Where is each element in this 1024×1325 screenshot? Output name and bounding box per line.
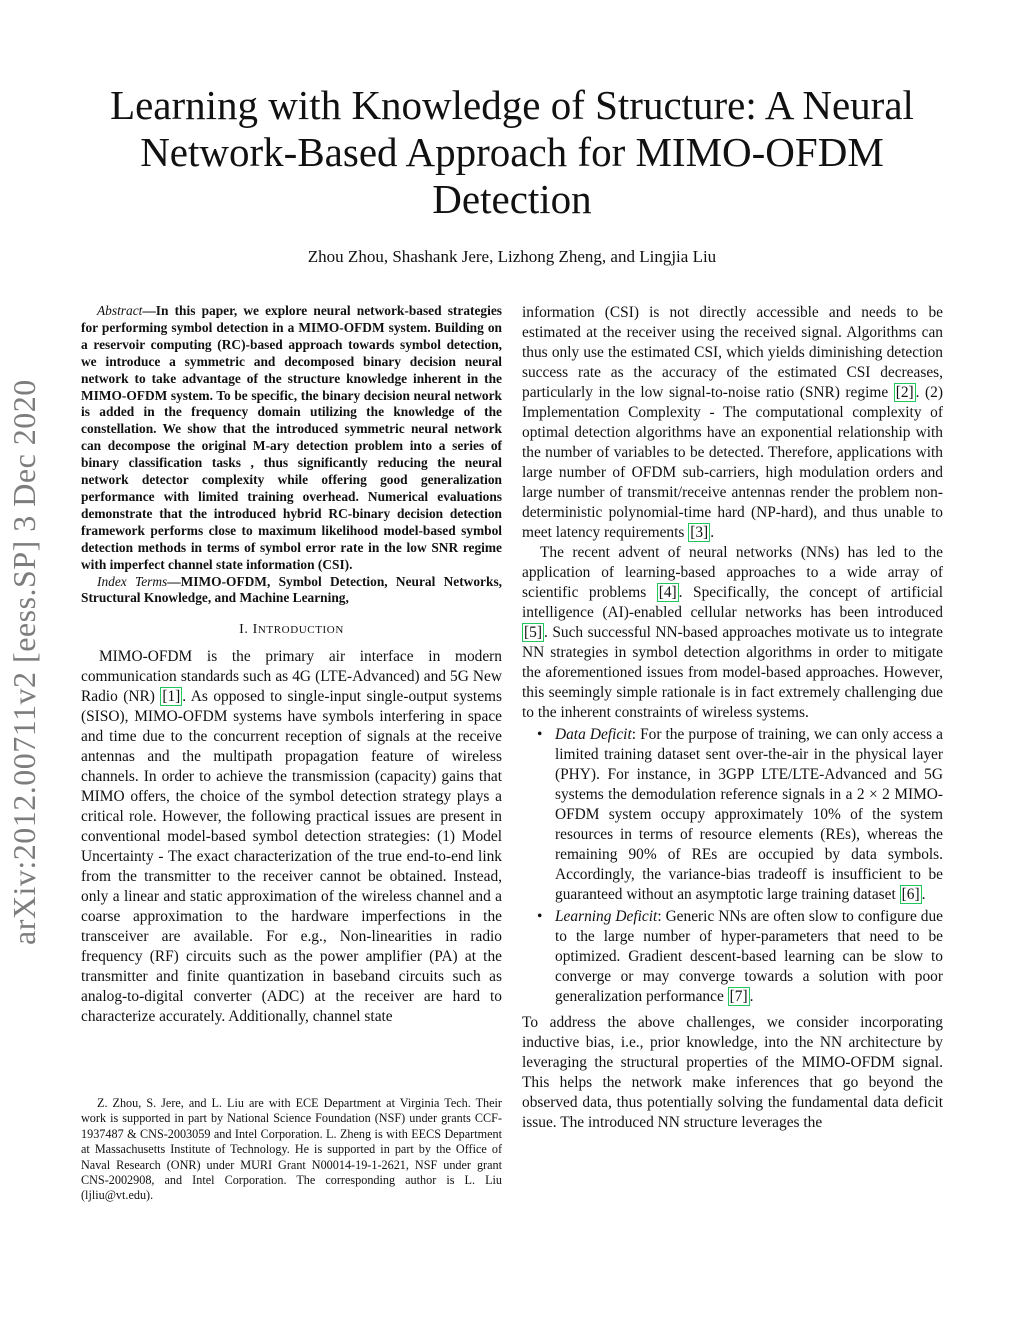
text-run: : For the purpose of training, we can only access a limited training dataset sent over-the-air in the physical layer (PHY). For instance, in 3GPP LTE/LTE-Advanced and 5G systems the demodulation reference signals in a 2 × 2 MIMO-OFDM system occupy approximately 10% of the system resources in terms of resource elements (REs), whereas the remaining 90% of REs are occupied by data symbols. Accordingly, the variance-bias tradeoff is insufficient to be guaranteed without an asymptotic large training dataset [555,726,943,903]
approach-paragraph: To address the above challenges, we consider incorporating inductive bias, i.e., prior knowledge, into the NN architecture by leveraging the structural properties of the MIMO-OFDM signal. This helps the network make inferences that go beyond the observed data, thus potentially solving the fundamental data deficit issue. The introduced NN structure leverages the [522,1014,943,1131]
section-heading-introduction [81,622,502,638]
bullet-dot: • [537,908,543,925]
intro-paragraph [81,647,502,1027]
text-run: The recent advent of neural networks (NNs) has led to the application of learning-based approaches to a wide array of scientific problems [522,544,943,601]
csi-paragraph [522,303,943,543]
paper-title: Learning with Knowledge of Structure: A Neural Network-Based Approach for MIMO-OFDM Detection [110,82,914,222]
text-run: . Specifically, the concept of artificial intelligence (AI)-enabled cellular networks has been introduced [522,584,943,621]
challenge-list [522,725,943,1007]
list-item-data-deficit [537,725,943,905]
list-item-learning-deficit [537,907,943,1007]
index-terms [81,574,502,608]
section-title-rest: NTRODUCTION [257,624,344,637]
arxiv-identifier-stamp: arXiv:2012.00711v2 [eess.SP] 3 Dec 2020 [6,379,42,945]
citation-link[interactable]: [6] [901,886,920,903]
left-column [81,303,502,1027]
right-column [522,303,943,1133]
section-numeral: I. [239,622,253,638]
abstract-text: —In this paper, we explore neural network-based strategies for performing symbol detection in a MIMO-OFDM system. Building on a reservoir computing (RC)-based approach towards symbol detection, we introduce a symmetric and decomposed binary decision neural network to take advantage of the structure knowledge inherent in the MIMO-OFDM system. To be specific, the binary decision neural network is added in the frequency domain utilizing the knowledge of the constellation. We show that the introduced symmetric neural network can decompose the original M-ary detection problem into a series of binary classification tasks , thus significantly reducing the neural network detector complexity while offering good generalization performance with limited training overhead. Numerical evaluations demonstrate that the introduced hybrid RC-binary decision detection framework performs close to maximum likelihood model-based symbol detection methods in terms of symbol error rate in the low SNR regime with imperfect channel state information (CSI). [81,303,502,572]
text-run: . [749,988,754,1005]
nn-advent-paragraph [522,543,943,723]
bullet-term: Data Deficit [555,726,632,743]
abstract-lead: Abstract [97,303,143,318]
text-run: . [710,524,715,541]
index-terms-text: —MIMO-OFDM, Symbol Detection, Neural Networks, Structural Knowledge, and Machine Learning, [81,573,502,606]
citation-link[interactable]: [4] [658,584,677,601]
text-run: : Generic NNs are often slow to configure due to the large number of hyper-parameters that need to be optimized. Gradient descent-based learning can be slow to converge or may converge towards a solution with poor generalization performance [555,908,943,1005]
author-list: Zhou Zhou, Shashank Jere, Lizhong Zheng, and Lingjia Liu [307,247,717,266]
citation-link[interactable]: [7] [729,988,748,1005]
index-terms-lead: Index Terms [97,573,168,589]
abstract [81,303,502,574]
citation-link[interactable]: [1] [162,688,181,706]
text-run: . [921,886,926,903]
text-run: . As opposed to single-input single-output systems (SISO), MIMO-OFDM systems have symbols interfering in space and time due to the concurrent reception of signals at the receive antennas and the multipath propagation feature of wireless channels. In order to achieve the transmission (capacity) gains that MIMO offers, the choice of the symbol detection strategy plays a critical role. However, the following practical issues are present in conventional model-based symbol detection strategies: (1) Model Uncertainty - The exact characterization of the true end-to-end link from the transmitter to the receiver cannot be obtained. Instead, only a linear and static approximation of the wireless channel and a coarse approximation to the hardware imperfections in the transceiver are available. For e.g., Non-linearities in radio frequency (RF) circuits such as the power amplifier (PA) at the transmitter and finite quantization in baseband circuits such as analog-to-digital converter (ADC) at the receiver are hard to characterize accurately. Additionally, channel state [81,688,502,1026]
citation-link[interactable]: [5] [524,624,542,641]
author-footnote: Z. Zhou, S. Jere, and L. Liu are with ECE Department at Virginia Tech. Their work is supported in part by National Science Foundation (NSF) under grants CCF-1937487 & CNS-2003059 and Intel Corporation. L. Zheng is with EECS Department at Massachusetts Institute of Technology. He is supported in part by the Office of Naval Research (ONR) under MURI Grant N00014-19-1-2621, NSF under grant CNS-2002908, and Intel Corporation. The corresponding author is L. Liu (ljliu@vt.edu). [81,1096,502,1203]
citation-link[interactable]: [3] [690,524,709,541]
section-first-letter: I [252,622,258,638]
text-run: MIMO-OFDM is the primary air interface in modern communication standards such as 4G (LTE-Advanced) and 5G New Radio (NR) [81,648,502,706]
text-run: information (CSI) is not directly accessible and needs to be estimated at the receiver using the received signal. Algorithms can thus only use the estimated CSI, which yields diminishing detection success rate as the accuracy of the estimated CSI decreases, particularly in the low signal-to-noise ratio (SNR) regime [522,304,943,401]
text-run: . (2) Implementation Complexity - The computational complexity of optimal detection algorithms have an exponential relationship with the number of variables to be detected. Therefore, applications with large number of OFDM sub-carriers, high modulation orders and large number of transmit/receive antennas render the problem non-deterministic polynomial-time hard (NP-hard), and thus unable to meet latency requirements [522,384,943,541]
citation-link[interactable]: [2] [895,384,914,401]
bullet-term: Learning Deficit [555,908,658,925]
text-run: . Such successful NN-based approaches motivate us to integrate NN strategies in symbol detection algorithms in order to mitigate the aforementioned issues from model-based approaches. However, this seemingly simple rationale is in fact extremely challenging due to the inherent constraints of wireless systems. [522,624,943,721]
bullet-dot: • [537,726,543,743]
